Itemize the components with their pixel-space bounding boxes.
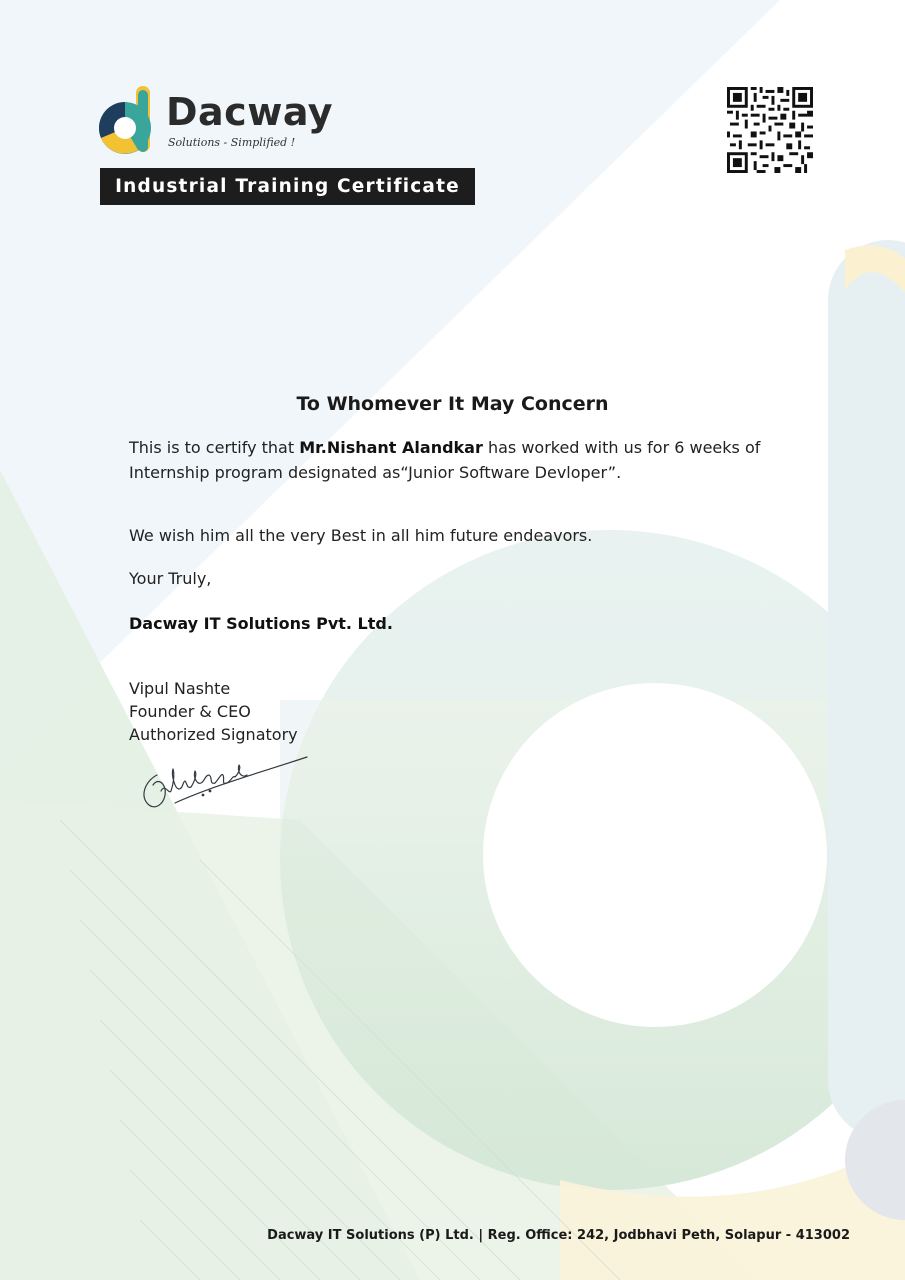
certification-prefix: This is to certify that	[129, 438, 300, 457]
company-logo	[98, 86, 358, 158]
closing-line: Your Truly,	[129, 569, 212, 588]
candidate-name: Mr.Nishant Alandkar	[299, 438, 483, 457]
brand-name: Dacway	[166, 90, 334, 134]
brand-tagline: Solutions - Simplified !	[168, 136, 296, 149]
wish-line: We wish him all the very Best in all him future endeavors.	[129, 526, 593, 545]
handwritten-signature	[135, 745, 310, 815]
letter-heading: To Whomever It May Concern	[296, 393, 609, 415]
footer-address: Dacway IT Solutions (P) Ltd. | Reg. Office: 242, Jodbhavi Peth, Solapur - 413002	[267, 1228, 850, 1243]
qr-code-icon	[727, 87, 813, 173]
signatory-name: Vipul Nashte	[129, 679, 231, 698]
certification-line-2: Internship program designated as“Junior Software Devloper”.	[129, 463, 622, 482]
dacway-d-logo-icon	[98, 86, 156, 156]
certification-line-1	[129, 437, 760, 459]
signatory-role: Authorized Signatory	[129, 725, 298, 744]
certificate-title: Industrial Training Certificate	[100, 168, 475, 205]
company-name: Dacway IT Solutions Pvt. Ltd.	[129, 614, 393, 633]
signatory-title: Founder & CEO	[129, 702, 251, 721]
certification-suffix: has worked with us for 6 weeks of	[482, 438, 761, 457]
